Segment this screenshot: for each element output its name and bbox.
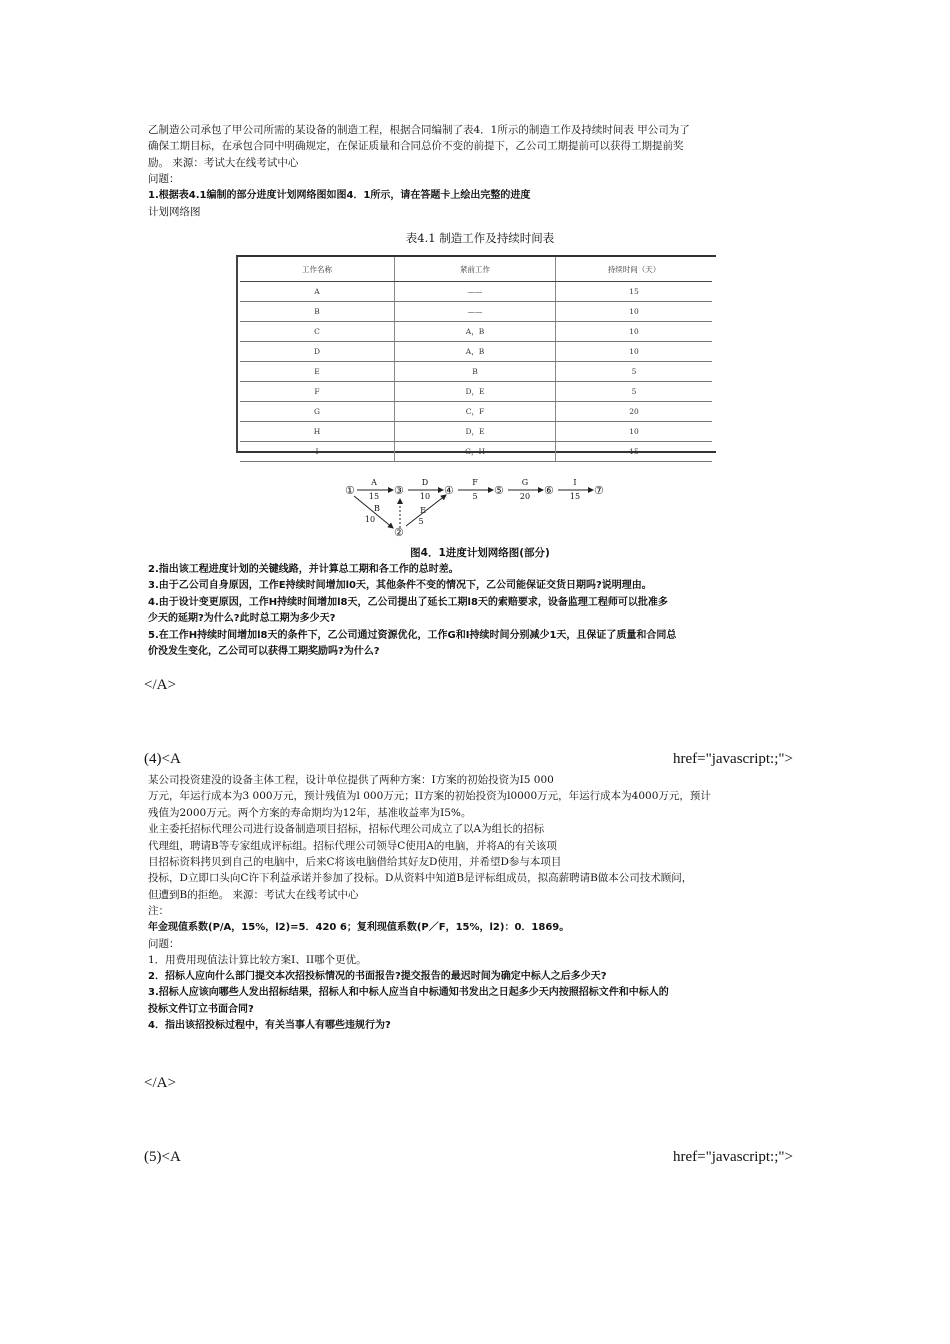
table-header-row xyxy=(240,257,712,282)
intro-line: 乙制造公司承包了甲公司所需的某设备的制造工程，根据合同编制了表4．1所示的制造工作及持续时间表 甲公司为了 xyxy=(148,124,690,136)
predecessor-cell: —— xyxy=(395,302,556,322)
duration-cell: 20 xyxy=(556,402,713,422)
network-diagram xyxy=(330,470,620,545)
arrow-duration-A: 15 xyxy=(368,492,380,501)
note-text: 年金现值系数(P/A，15%，l2)=5．420 6；复利现值系数(P／F，15%，l2)：0．1869。 xyxy=(148,921,570,933)
part2-block xyxy=(148,772,798,1035)
question-3: 3.招标人应该向哪些人发出招标结果，招标人和中标人应当自中标通知书发出之日起多少天内按照招标文件和中标人的 xyxy=(148,987,669,999)
arrow-duration-B: 10 xyxy=(364,515,376,524)
question-3-cont: 投标文件订立书面合同? xyxy=(148,1003,254,1015)
arrow-duration-E: 5 xyxy=(418,517,424,526)
arrow-label-D: D xyxy=(421,478,429,487)
table-row xyxy=(240,362,712,382)
item-4-href[interactable]: href="javascript:;"> xyxy=(673,751,793,767)
questions-label: 问题： xyxy=(148,938,180,951)
item-5-prefix[interactable]: (5)<A xyxy=(144,1149,181,1165)
predecessor-cell: —— xyxy=(395,282,556,302)
predecessor-cell: G，H xyxy=(395,442,556,462)
work-name-cell: F xyxy=(240,382,395,402)
predecessor-cell: C，F xyxy=(395,402,556,422)
case-line: 某公司投资建没的设备主体工程，设计单位提供了两种方案：I方案的初始投资为I5 000 xyxy=(148,774,554,786)
case-line: 业主委托招标代理公司进行设备制造项目招标，招标代理公司成立了以A为组长的招标 xyxy=(148,823,545,836)
arrow-duration-G: 20 xyxy=(519,492,531,501)
node-6: ⑥ xyxy=(544,484,554,497)
predecessor-cell: A，B xyxy=(395,322,556,342)
table-row xyxy=(240,382,712,402)
table-body xyxy=(240,282,712,462)
arrow-label-E: E xyxy=(420,506,426,515)
work-name-cell: H xyxy=(240,422,395,442)
case-line: 万元，年运行成本为3 000万元，预计残值为l 000万元；II方案的初始投资为l0000万元，年运行成本为4000万元，预计 xyxy=(148,790,711,803)
item-5-href[interactable]: href="javascript:;"> xyxy=(673,1149,793,1165)
duration-cell: 10 xyxy=(556,422,713,442)
predecessor-cell: A，B xyxy=(395,342,556,362)
question-3: 3.由于乙公司自身原因，工作E持续时间增加l0天，其他条件不变的情况下，乙公司能保证交货日期吗?说明理由。 xyxy=(148,580,652,592)
node-7: ⑦ xyxy=(594,484,604,497)
predecessor-cell: D，E xyxy=(395,422,556,442)
work-name-cell: G xyxy=(240,402,395,422)
table-row xyxy=(240,422,712,442)
table-caption: 表4.1 制造工作及持续时间表 xyxy=(405,231,555,245)
header-work: 工作名称 xyxy=(240,257,395,282)
case-line: 代理组，聘请B等专家组成评标组。招标代理公司领导C使用A的电脑，并将A的有关该项 xyxy=(148,839,557,852)
duration-cell: 15 xyxy=(556,282,713,302)
node-3: ③ xyxy=(394,484,404,497)
work-duration-table xyxy=(240,257,712,462)
table-row xyxy=(240,342,712,362)
table-row xyxy=(240,442,712,462)
anchor-close-tag: </A> xyxy=(144,677,176,693)
table-row xyxy=(240,322,712,342)
duration-cell: 10 xyxy=(556,322,713,342)
figure-caption: 图4．1进度计划网络图(部分) xyxy=(410,547,550,559)
header-duration: 持续时间（天） xyxy=(556,257,713,282)
case-line: 残值为2000万元。两个方案的寿命期均为12年，基准收益率为I5%。 xyxy=(148,806,472,819)
question-4: 4．指出该招投标过程中，有关当事人有哪些违规行为? xyxy=(148,1020,391,1032)
duration-cell: 15 xyxy=(556,442,713,462)
intro-line: 励。 来源：考试大在线考试中心 xyxy=(148,156,299,169)
node-1: ① xyxy=(345,484,355,497)
arrow-label-F: F xyxy=(472,478,478,487)
predecessor-cell: D，E xyxy=(395,382,556,402)
table-row xyxy=(240,402,712,422)
arrow-label-G: G xyxy=(521,478,529,487)
arrow-label-A: A xyxy=(371,478,377,487)
work-name-cell: D xyxy=(240,342,395,362)
duration-cell: 5 xyxy=(556,382,713,402)
arrow-duration-D: 10 xyxy=(419,492,431,501)
question-5-cont: 价没发生变化，乙公司可以获得工期奖励吗?为什么? xyxy=(148,646,380,658)
question-5: 5.在工作H持续时间增加l8天的条件下，乙公司通过资源优化，工作G和I持续时间分别减少1天，且保证了质量和合同总 xyxy=(148,629,677,641)
question-1: 1．用费用现值法计算比较方案I、II哪个更优。 xyxy=(148,954,367,967)
duration-cell: 5 xyxy=(556,362,713,382)
arrow-label-I: I xyxy=(573,478,577,487)
questions-part1 xyxy=(148,562,798,660)
node-5: ⑤ xyxy=(494,484,504,497)
node-2: ② xyxy=(394,526,404,539)
question-1: 1.根据表4.1编制的部分进度计划网络图如图4．1所示，请在答题卡上绘出完整的进度 xyxy=(148,189,531,201)
node-4: ④ xyxy=(444,484,454,497)
note-label: 注： xyxy=(148,905,169,918)
work-name-cell: E xyxy=(240,362,395,382)
header-predecessor: 紧前工作 xyxy=(395,257,556,282)
work-name-cell: I xyxy=(240,442,395,462)
arrow-duration-F: 5 xyxy=(472,492,478,501)
predecessor-cell: B xyxy=(395,362,556,382)
intro-line: 确保工期目标，在承包合同中明确规定，在保证质量和合同总价不变的前提下，乙公司工期提前可以获得工期提前奖 xyxy=(148,140,684,153)
question-4-cont: 少天的延期?为什么?此时总工期为多少天? xyxy=(148,613,336,625)
table-row xyxy=(240,302,712,322)
question-1-cont: 计划网络图 xyxy=(148,206,201,219)
work-name-cell: C xyxy=(240,322,395,342)
intro-block xyxy=(148,122,798,220)
questions-label: 问题： xyxy=(148,173,180,186)
item-4-prefix[interactable]: (4)<A xyxy=(144,751,181,767)
table-row xyxy=(240,282,712,302)
work-name-cell: B xyxy=(240,302,395,322)
duration-cell: 10 xyxy=(556,302,713,322)
case-line: 但遭到B的拒绝。 来源：考试大在线考试中心 xyxy=(148,888,359,901)
question-2: 2.指出该工程进度计划的关键线路，并计算总工期和各工作的总时差。 xyxy=(148,564,459,575)
arrow-duration-I: 15 xyxy=(569,492,581,501)
anchor-close-tag: </A> xyxy=(144,1075,176,1091)
question-4: 4.由于设计变更原因，工作H持续时间增加l8天，乙公司提出了延长工期l8天的索赔要求，设备监理工程师可以批准多 xyxy=(148,596,668,608)
duration-cell: 10 xyxy=(556,342,713,362)
arrow-label-B: B xyxy=(374,504,380,513)
work-name-cell: A xyxy=(240,282,395,302)
case-line: 目招标资料拷贝到自己的电脑中，后来C将该电脑借给其好友D使用，并希望D参与本项目 xyxy=(148,856,562,869)
case-line: 投标，D立即口头向C许下利益承诺并参加了投标。D从资料中知道B是评标组成员，拟高薪聘请B做本公司技术顾问， xyxy=(148,872,693,885)
question-2: 2．招标人应向什么部门提交本次招投标情况的书面报告?提交报告的最迟时间为确定中标人之后多少天? xyxy=(148,970,607,982)
